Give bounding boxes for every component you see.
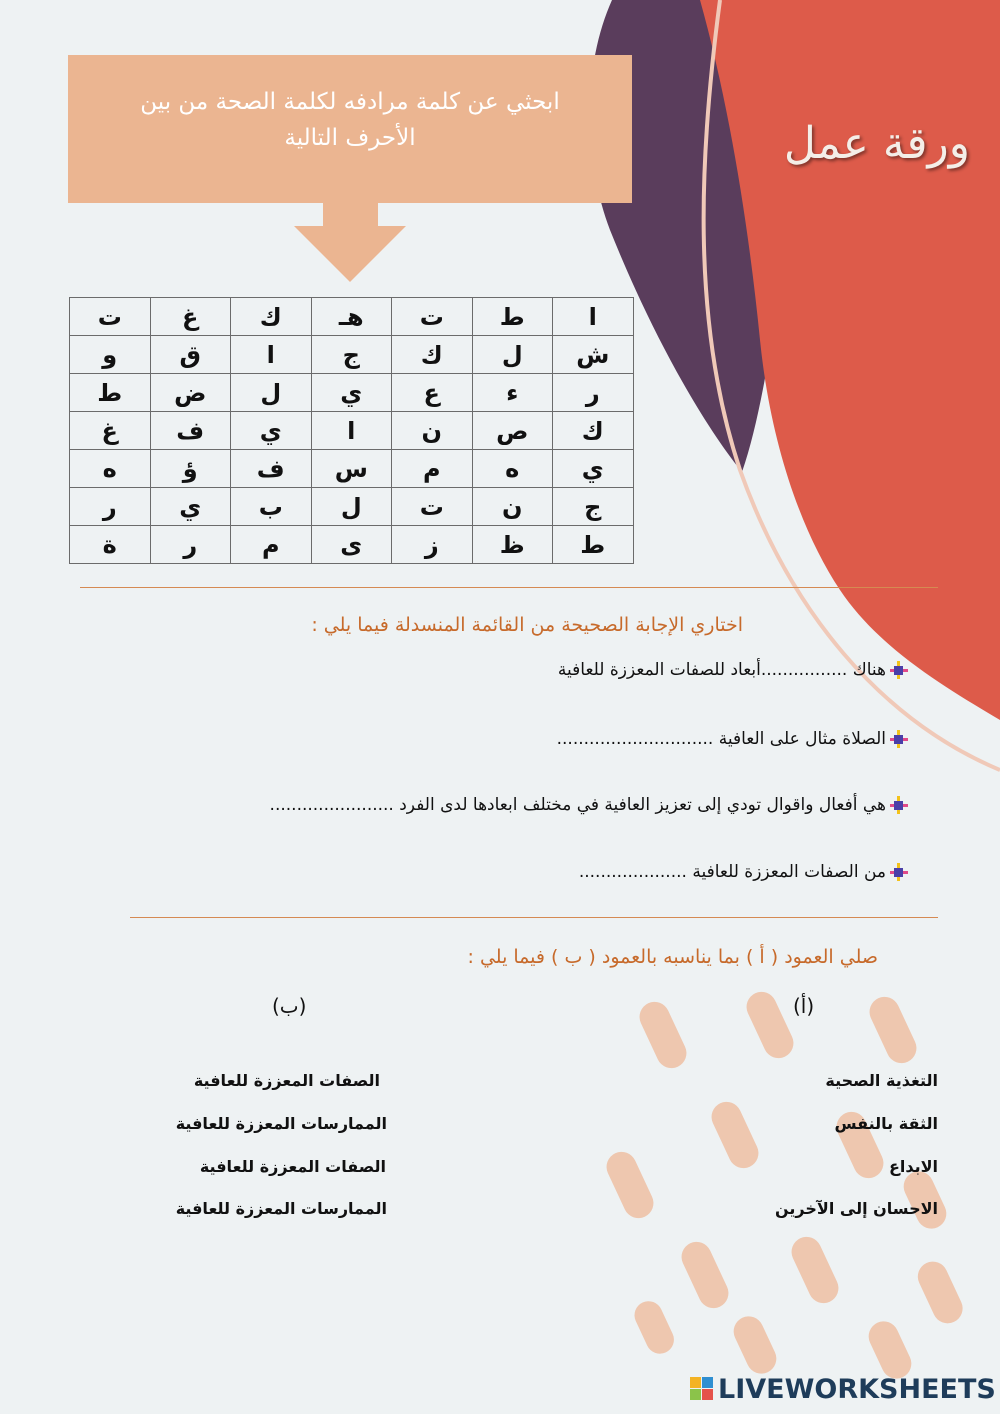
grid-cell: ر [70, 488, 151, 526]
grid-cell: ل [231, 374, 312, 412]
grid-cell: ص [472, 412, 553, 450]
grid-cell: ك [553, 412, 634, 450]
grid-row [70, 412, 634, 450]
question-4 [579, 862, 908, 882]
grid-cell: ز [392, 526, 473, 564]
grid-row [70, 488, 634, 526]
grid-row [70, 450, 634, 488]
grid-cell: ر [150, 526, 231, 564]
divider-2 [130, 917, 938, 918]
grid-row [70, 374, 634, 412]
liveworksheets-brand: LIVEWORKSHEETS [718, 1374, 996, 1405]
grid-cell: ج [553, 488, 634, 526]
grid-row [70, 298, 634, 336]
grid-cell: م [392, 450, 473, 488]
column-a-item: الابداع [888, 1157, 938, 1176]
grid-cell: ؤ [150, 450, 231, 488]
grid-cell: ن [392, 412, 473, 450]
grid-cell: ع [392, 374, 473, 412]
page-title: ورقة عمل [783, 118, 970, 169]
grid-cell: ك [231, 298, 312, 336]
arrow-shape [294, 203, 406, 282]
column-b-item: الصفات المعززة للعافية [193, 1071, 380, 1090]
column-b-item: الممارسات المعززة للعافية [175, 1199, 387, 1218]
column-b-item: الممارسات المعززة للعافية [175, 1114, 387, 1133]
bullet-icon [890, 661, 908, 679]
grid-cell: ي [231, 412, 312, 450]
grid-cell: م [231, 526, 312, 564]
column-b-item: الصفات المعززة للعافية [199, 1157, 386, 1176]
grid-cell: ل [472, 336, 553, 374]
column-b-header: (ب) [272, 994, 307, 1018]
instruction-text [100, 84, 600, 156]
instruction-line-1: ابحثي عن كلمة مرادفه لكلمة الصحة من بين [140, 89, 560, 115]
grid-cell: ل [311, 488, 392, 526]
letter-grid [69, 297, 634, 564]
grid-cell: ا [553, 298, 634, 336]
instruction-line-2: الأحرف التالية [284, 125, 416, 151]
grid-cell: غ [70, 412, 151, 450]
grid-cell: ة [70, 526, 151, 564]
column-a-item: التغذية الصحية [825, 1071, 938, 1090]
grid-cell: ط [70, 374, 151, 412]
grid-cell: ه [472, 450, 553, 488]
grid-cell: ي [311, 374, 392, 412]
bullet-icon [890, 796, 908, 814]
grid-cell: ف [150, 412, 231, 450]
grid-cell: ي [150, 488, 231, 526]
question-3 [270, 795, 908, 815]
bullet-icon [890, 863, 908, 881]
grid-cell: ت [392, 298, 473, 336]
grid-cell: ف [231, 450, 312, 488]
grid-cell: ض [150, 374, 231, 412]
grid-cell: ء [472, 374, 553, 412]
grid-cell: هـ [311, 298, 392, 336]
grid-cell: ش [553, 336, 634, 374]
column-a-item: الثقة بالنفس [834, 1114, 938, 1133]
peach-strokes [602, 987, 968, 1384]
grid-cell: س [311, 450, 392, 488]
question-4-text: من الصفات المعززة للعافية .................... [578, 862, 886, 882]
grid-cell: ك [392, 336, 473, 374]
liveworksheets-logo [690, 1374, 996, 1405]
grid-cell: ق [150, 336, 231, 374]
question-3-text: هي أفعال واقوال تودي إلى تعزيز العافية في مختلف ابعادها لدى الفرد ....................... [269, 795, 886, 815]
divider-1 [80, 587, 938, 588]
grid-cell: ب [231, 488, 312, 526]
grid-cell: ظ [472, 526, 553, 564]
grid-cell: ت [392, 488, 473, 526]
column-a-item: الاحسان إلى الآخرين [775, 1199, 938, 1218]
grid-row [70, 526, 634, 564]
grid-cell: ط [472, 298, 553, 336]
grid-cell: ا [311, 412, 392, 450]
question-2 [557, 729, 908, 749]
column-a-header: (أ) [793, 994, 815, 1018]
question-1-text: هناك ................أبعاد للصفات المعززة للعافية [557, 660, 886, 680]
grid-cell: غ [150, 298, 231, 336]
grid-cell: ه [70, 450, 151, 488]
grid-cell: و [70, 336, 151, 374]
grid-row [70, 336, 634, 374]
grid-cell: ر [553, 374, 634, 412]
grid-cell: ط [553, 526, 634, 564]
liveworksheets-icon [690, 1377, 714, 1401]
grid-cell: ت [70, 298, 151, 336]
bullet-icon [890, 730, 908, 748]
question-2-text: الصلاة مثال على العافية ............................. [556, 729, 886, 749]
question-1 [558, 660, 908, 680]
section2-title: صلي العمود ( أ ) بما يناسبه بالعمود ( ب ) فيما يلي : [467, 946, 878, 968]
grid-cell: ي [553, 450, 634, 488]
grid-cell: ى [311, 526, 392, 564]
grid-cell: ا [231, 336, 312, 374]
grid-cell: ج [311, 336, 392, 374]
section1-title: اختاري الإجابة الصحيحة من القائمة المنسدلة فيما يلي : [311, 614, 743, 636]
grid-cell: ن [472, 488, 553, 526]
